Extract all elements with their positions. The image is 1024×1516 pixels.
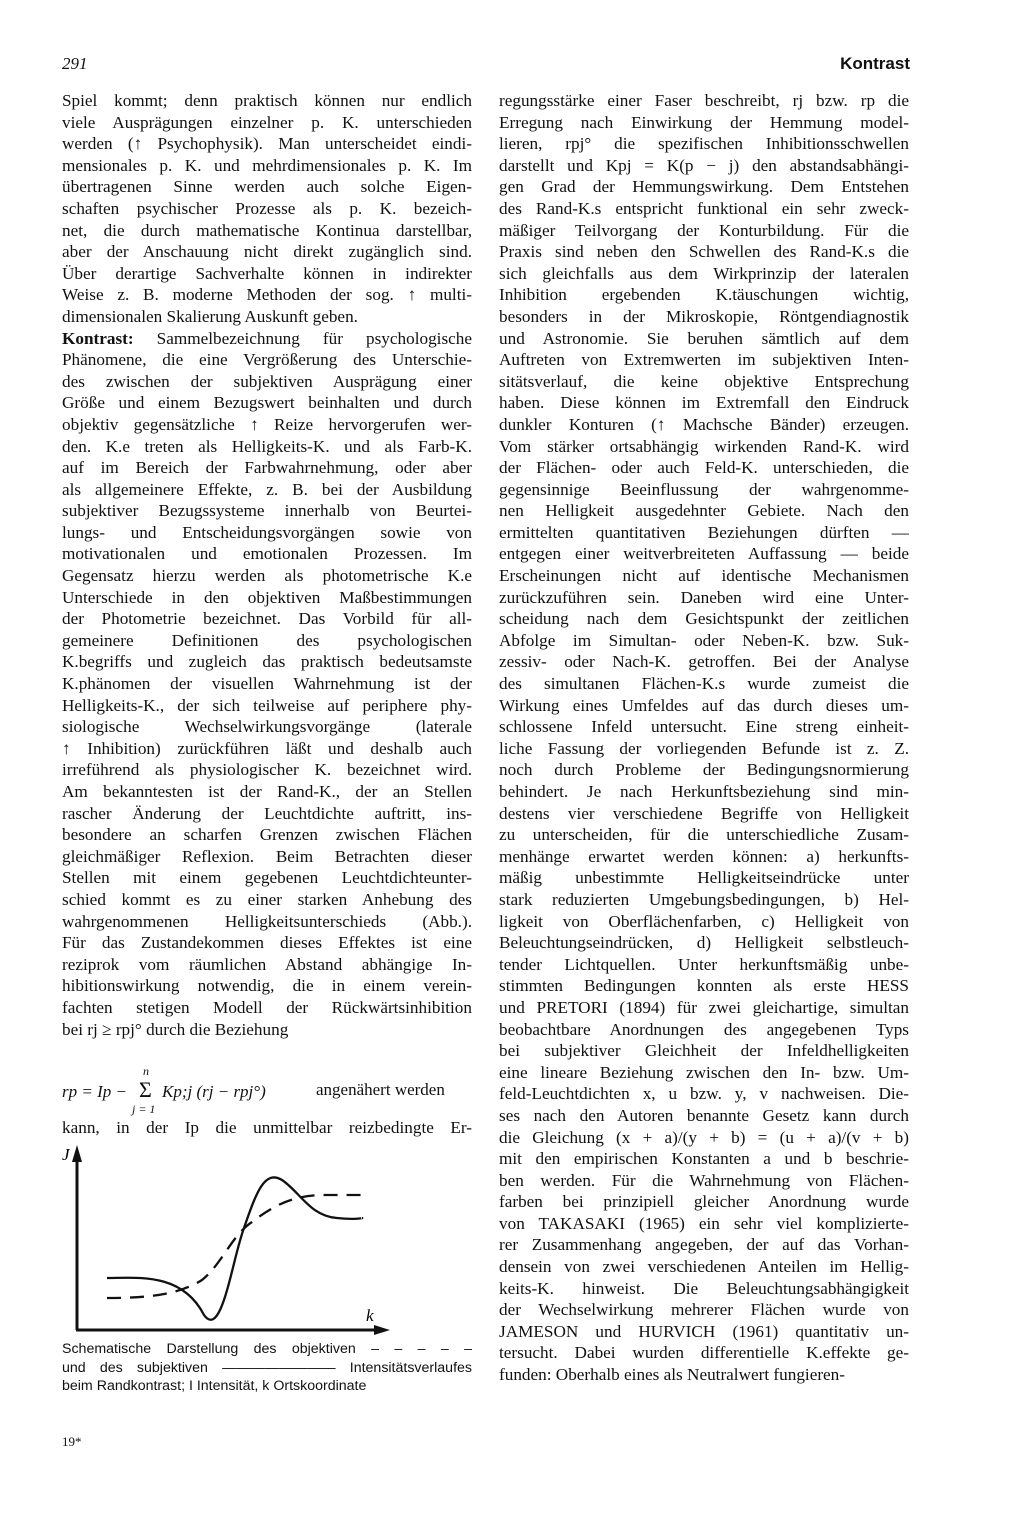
caption-line: Schematische Darstellung des objektiven – – – – – — [62, 1341, 472, 1357]
text-line: Abfolge im Simultan- oder Neben-K. bzw. Suk- — [499, 630, 909, 650]
text-line: schied kommt es zu einer starken Anhebung des — [62, 889, 472, 909]
text-line: densein von zwei verschiedenen Anteilen im Hellig- — [499, 1257, 909, 1277]
figure-x-label: k — [366, 1306, 374, 1325]
text-line: Vom stärker ortsabhängig wirkenden Rand-K. wird — [499, 436, 909, 456]
formula-sum-top: n — [143, 1064, 149, 1078]
text-line: Beleuchtungseindrücken, d) Helligkeit selbstleuch- — [499, 933, 909, 953]
text-line: bei rj ≥ rpj° durch die Beziehung — [62, 1019, 289, 1039]
text-line: motivationalen und emotionalen Prozessen. Im — [62, 544, 472, 564]
text-line: feld-Leuchtdichten x, u bzw. y, v nachweisen. Die- — [499, 1084, 909, 1104]
text-line: des simultanen Flächen-K.s wurde zumeist die — [499, 674, 909, 694]
text-line: sich gleichfalls aus dem Wirkprinzip der lateralen — [499, 263, 909, 283]
text-line: zessiv- oder Nach-K. getroffen. Bei der Analyse — [499, 652, 909, 672]
text-line: ermittelten quantitativen Beziehungen dürften — — [499, 522, 909, 542]
text-line: zu unterscheiden, für die unterschiedliche Zusam- — [499, 825, 909, 845]
text-line: Über derartige Sachverhalte können in indirekter — [62, 263, 472, 283]
text-line: darstellt und Kpj = K(p − j) den abstandsabhängi- — [499, 155, 909, 175]
text-line: noch durch Probleme der Bedingungsnormierung — [499, 760, 909, 780]
text-line: ligkeit von Oberflächenfarben, c) Helligkeit von — [499, 911, 909, 931]
text-line: keits-K. hinweist. Die Beleuchtungsabhängigkeit — [499, 1278, 909, 1298]
text-line: rascher Änderung der Leuchtdichte auftritt, ins- — [62, 803, 472, 823]
text-line: destens vier verschiedene Begriffe von Helligkeit — [499, 803, 909, 823]
text-line: Erregung nach Einwirkung der Hemmung model- — [499, 112, 909, 132]
text-line: behindert. Je nach Herkunftsbeziehung sind min- — [499, 782, 909, 801]
text-line: menhänge erwartet werden können: a) herkunfts- — [499, 846, 909, 866]
printer-signature: 19* — [62, 1434, 82, 1449]
caption-line: und des subjektiven ———————— Intensitätsverlaufes — [62, 1359, 472, 1376]
text-line: K.begriffs und zugleich das praktisch bedeutsamste — [62, 652, 472, 672]
text-line: Stellen mit einem gegebenen Leuchtdichteunter- — [62, 868, 472, 888]
text-line: rer Zusammenhang angegeben, der auf das Vorhan- — [499, 1235, 909, 1255]
text-line: schaften psychischer Prozesse als p. K. bezeich- — [62, 198, 472, 218]
text-line: haben. Diese können im Extremfall den Eindruck — [499, 393, 909, 413]
text-line: mit den empirischen Konstanten a und b beschrie- — [499, 1149, 909, 1169]
text-line: scheidung nach dem Gesichtspunkt der zeitlichen — [499, 609, 909, 629]
text-line: viele Ausprägungen einzelner p. K. unterschieden — [62, 112, 472, 132]
caption-line: beim Randkontrast; I Intensität, k Ortskoordinate — [62, 1378, 367, 1394]
text-line: bei subjektiver Gleichheit der Infeldhelligkeiten — [499, 1041, 909, 1061]
text-line: übertragenen Sinne werden auch solche Eigen- — [62, 177, 472, 197]
text-line: tersucht. Dabei wurden differentielle K.effekte ge- — [499, 1343, 909, 1363]
text-line: siologische Wechselwirkungsvorgänge (laterale — [62, 717, 472, 737]
text-line: besondere an scharfen Grenzen zwischen Flächen — [62, 825, 472, 845]
text-line: besonders in der Mikroskopie, Röntgendiagnostik — [499, 306, 909, 326]
text-line: Inhibition ergebenden K.täuschungen wichtig, — [499, 285, 909, 305]
text-line: ben werden. Für die Wahrnehmung von Flächen- — [499, 1170, 909, 1190]
text-line: irreführend als physiologischer K. bezeichnet wird. — [62, 760, 472, 780]
running-title: Kontrast — [840, 54, 910, 73]
text-line: auf im Bereich der Farbwahrnehmung, oder aber — [62, 458, 472, 478]
text-line: gen Grad der Hemmungswirkung. Dem Entstehen — [499, 177, 909, 197]
text-line: hibitionswirkung notwendig, die in einem verein- — [62, 976, 472, 996]
text-line: ↑ Inhibition) zurückführen läßt und deshalb auch — [62, 738, 472, 758]
text-line: wahrgenommenen Helligkeitsunterschieds (Abb.). — [62, 911, 472, 931]
formula-lhs: rp = Ip − — [62, 1082, 127, 1101]
text-line: lieren, rpj° die spezifischen Inhibitionsschwellen — [499, 134, 909, 154]
text-line: entgegen einer weitverbreiteten Auffassung — beide — [499, 544, 909, 564]
subjective-curve — [107, 1177, 362, 1319]
text-line: Am bekanntesten ist der Rand-K., der an Stellen — [62, 782, 472, 801]
text-line: mäßiger Teilvorgang der Konturbildung. Für die — [499, 220, 909, 240]
text-line: Kontrast: Sammelbezeichnung für psychologische — [62, 328, 472, 348]
text-line: dimensionalen Skalierung Auskunft geben. — [62, 306, 358, 326]
text-line: ses nach den Autoren benannte Gesetz kann durch — [499, 1105, 909, 1125]
text-line: net, die durch mathematische Kontinua darstellbar, — [62, 220, 472, 240]
text-line: Auftreten von Extremwerten im subjektiven Inten- — [499, 350, 909, 370]
text-line: Phänomene, die eine Vergrößerung des Unterschie- — [62, 350, 472, 370]
text-line: funden: Oberhalb eines als Neutralwert fungieren- — [499, 1365, 845, 1385]
text-line: reziprok vom räumlichen Abstand abhängige In- — [62, 954, 472, 974]
text-line: objektiv gegensätzliche ↑ Reize hervorgerufen wer- — [62, 414, 472, 434]
text-line: gleichmäßiger Reflexion. Beim Betrachten dieser — [62, 846, 472, 866]
text-line: Erscheinungen nicht auf identische Mechanismen — [499, 566, 909, 586]
formula-sum-symbol: Σ — [139, 1077, 152, 1102]
text-line: fachten stetigen Modell der Rückwärtsinhibition — [62, 997, 472, 1017]
formula-trail: angenähert werden — [316, 1080, 445, 1099]
text-line: mensionales p. K. und mehrdimensionales p. K. Im — [62, 155, 472, 175]
figure-caption — [62, 1340, 472, 1396]
x-axis-arrow-icon — [374, 1325, 390, 1335]
figure-y-label: J — [62, 1145, 70, 1164]
text-line: dunkler Konturen (↑ Machsche Bänder) erzeugen. — [499, 414, 909, 434]
formula — [62, 1064, 482, 1116]
text-line: der Flächen- oder auch Feld-K. unterschieden, die — [499, 458, 909, 478]
text-line: Weise z. B. moderne Methoden der sog. ↑ multi- — [62, 285, 472, 305]
text-line: JAMESON und HURVICH (1961) quantitativ un- — [499, 1321, 909, 1341]
text-line: Spiel kommt; denn praktisch können nur endlich — [62, 91, 472, 110]
text-line: Gegensatz hierzu werden als photometrische K.e — [62, 566, 472, 586]
objective-curve — [107, 1195, 366, 1298]
text-line: aber der Anschauung nicht direkt zugänglich sind. — [62, 242, 472, 262]
text-line: liche Fassung der vorliegenden Befunde ist z. Z. — [499, 738, 909, 758]
contrast-figure — [62, 1140, 472, 1335]
text-line: des zwischen der subjektiven Ausprägung einer — [62, 371, 472, 391]
text-line: K.phänomen der visuellen Wahrnehmung ist der — [62, 674, 472, 694]
text-line: werden (↑ Psychophysik). Man unterscheidet eindi- — [62, 134, 472, 154]
text-line: schlossene Infeld untersucht. Eine streng einheit- — [499, 717, 909, 737]
formula-sum-bottom: j = 1 — [132, 1102, 156, 1116]
text-line: stimmten Bedingungen konnten als erste HESS — [499, 976, 909, 996]
text-line: und PRETORI (1894) für zwei gleichartige, simultan — [499, 997, 909, 1017]
left-column — [62, 90, 472, 1040]
text-line: eine lineare Beziehung zwischen den In- bzw. Um- — [499, 1062, 909, 1082]
text-line: subjektiver Bezugssysteme innerhalb von Beurtei- — [62, 501, 472, 521]
text-line: Helligkeits-K., der sich teilweise auf periphere phy- — [62, 695, 472, 715]
text-line: Praxis sind neben den Schwellen des Rand-K.s die — [499, 242, 909, 262]
text-line: beobachtbare Anordnungen des angegebenen Typs — [499, 1019, 909, 1039]
text-line: tender Lichtquellen. Unter herkunftsmäßig unbe- — [499, 954, 909, 974]
text-line: Wirkung eines Umfeldes auf das durch dieses um- — [499, 695, 909, 715]
text-line: lungs- und Entscheidungsvorgängen sowie von — [62, 522, 472, 542]
text-line: farben bei prinzipiell gleicher Anordnung wurde — [499, 1192, 909, 1212]
text-line: Für das Zustandekommen dieses Effektes ist eine — [62, 933, 472, 953]
text-line: sitätsverlauf, die keine objektive Entsprechung — [499, 371, 909, 391]
text-line: nen Helligkeit ausgedehnter Gebiete. Nach den — [499, 501, 909, 521]
text-line: als allgemeinere Effekte, z. B. bei der Ausbildung — [62, 479, 472, 499]
after-formula-line: kann, in der Ip die unmittelbar reizbedingte Er- — [62, 1118, 472, 1137]
text-line: regungsstärke einer Faser beschreibt, rj bzw. rp die — [499, 91, 909, 110]
right-column — [499, 90, 909, 1386]
text-line: und Astronomie. Sie beruhen sämtlich auf dem — [499, 328, 909, 348]
text-line: die Gleichung (x + a)/(y + b) = (u + a)/(v + b) — [499, 1127, 909, 1147]
text-line: mäßig unbestimmte Helligkeitseindrücke unter — [499, 868, 909, 888]
text-line: der Photometrie bezeichnet. Das Vorbild für all- — [62, 609, 472, 629]
text-line: Größe und einem Bezugswert beinhalten und durch — [62, 393, 472, 413]
page-number: 291 — [62, 54, 88, 73]
text-line: stark reduzierten Umgebungsbedingungen, b) Hel- — [499, 889, 909, 909]
text-line: gegensinnige Beeinflussung der wahrgenomme- — [499, 479, 909, 499]
text-line: den. K.e treten als Helligkeits-K. und als Farb-K. — [62, 436, 472, 456]
text-line: gemeinere Definitionen des psychologischen — [62, 630, 472, 650]
text-line: Unterschiede in den objektiven Maßbestimmungen — [62, 587, 472, 607]
text-line: der Wechselwirkung mehrerer Flächen wurde von — [499, 1300, 909, 1320]
text-line: von TAKASAKI (1965) ein sehr viel komplizierte- — [499, 1213, 909, 1233]
formula-term: Kp;j (rj − rpj°) — [162, 1082, 266, 1101]
text-line: des Rand-K.s entspricht funktional ein sehr zweck- — [499, 198, 909, 218]
text-line: zurückzuführen sein. Daneben wird eine Unter- — [499, 587, 909, 607]
